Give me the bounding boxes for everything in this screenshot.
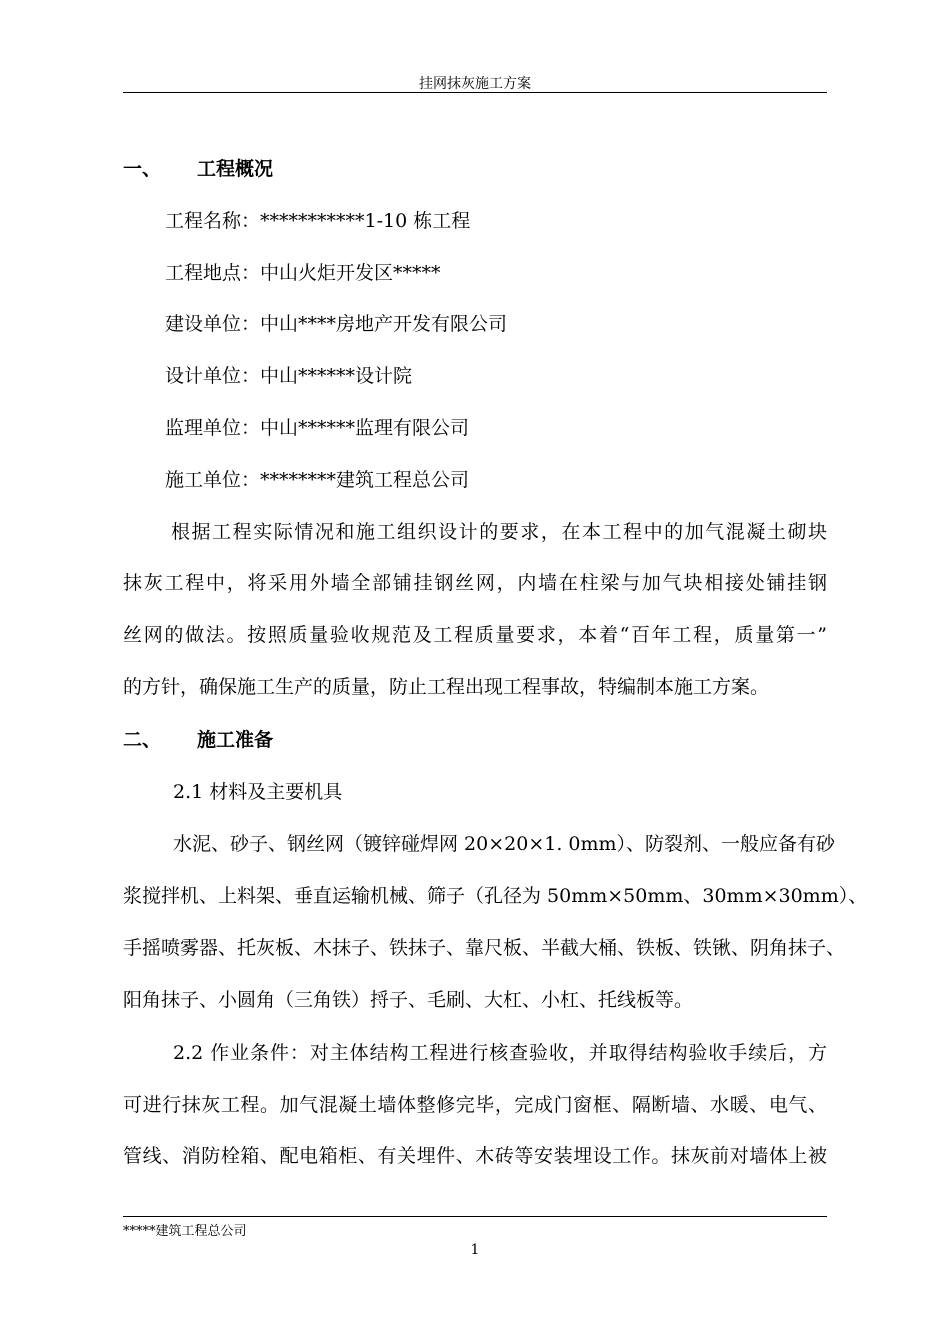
- section-title: 工程概况: [197, 158, 274, 180]
- info-line: 监理单位：中山******监理有限公司: [165, 417, 470, 439]
- info-line: 工程地点：中山火炬开发区*****: [165, 262, 441, 284]
- info-line: 建设单位：中山****房地产开发有限公司: [165, 313, 508, 335]
- paragraph-line: 丝网的做法。按照质量验收规范及工程质量要求，本着“百年工程，质量第一”: [123, 624, 827, 646]
- materials-line: 水泥、砂子、钢丝网（镀锌碰焊网 20×20×1. 0mm）、防裂剂、一般应备有砂: [173, 833, 836, 855]
- section-number: 二、: [123, 729, 162, 751]
- conditions-line: 管线、消防栓箱、配电箱柜、有关埋件、木砖等安装埋设工作。抹灰前对墙体上被: [123, 1145, 827, 1167]
- info-line: 施工单位：********建筑工程总公司: [165, 469, 470, 491]
- page-number: 1: [470, 1242, 480, 1258]
- header-title: 挂网抹灰施工方案: [419, 76, 531, 92]
- paragraph-line: 的方针，确保施工生产的质量，防止工程出现工程事故，特编制本施工方案。: [123, 676, 770, 698]
- info-line: 设计单位：中山******设计院: [165, 365, 413, 387]
- materials-line: 浆搅拌机、上料架、垂直运输机械、筛子（孔径为 50mm×50mm、30mm×30mm）、: [123, 885, 868, 907]
- info-line: 工程名称：***********1-10 栋工程: [165, 210, 471, 232]
- header-rule: [123, 92, 827, 93]
- paragraph-line: 抹灰工程中，将采用外墙全部铺挂钢丝网，内墙在柱梁与加气块相接处铺挂钢: [123, 572, 827, 594]
- materials-line: 手摇喷雾器、托灰板、木抹子、铁抹子、靠尺板、半截大桶、铁板、铁锹、阴角抹子、: [123, 937, 846, 959]
- section-heading-1: [123, 156, 273, 182]
- section-heading-2: [123, 727, 273, 753]
- footer-rule: [123, 1216, 827, 1217]
- section-number: 一、: [123, 158, 162, 180]
- footer-company: *****建筑工程总公司: [123, 1224, 247, 1239]
- conditions-line: 可进行抹灰工程。加气混凝土墙体整修完毕，完成门窗框、隔断墙、水暖、电气、: [123, 1094, 827, 1116]
- section-title: 施工准备: [197, 729, 274, 751]
- conditions-line: 2.2 作业条件：对主体结构工程进行核查验收，并取得结构验收手续后，方: [173, 1042, 827, 1064]
- paragraph-line: 根据工程实际情况和施工组织设计的要求，在本工程中的加气混凝土砌块: [171, 521, 827, 543]
- subsection-heading: 2.1 材料及主要机具: [173, 781, 343, 803]
- materials-line: 阳角抹子、小圆角（三角铁）捋子、毛刷、大杠、小杠、托线板等。: [123, 989, 694, 1011]
